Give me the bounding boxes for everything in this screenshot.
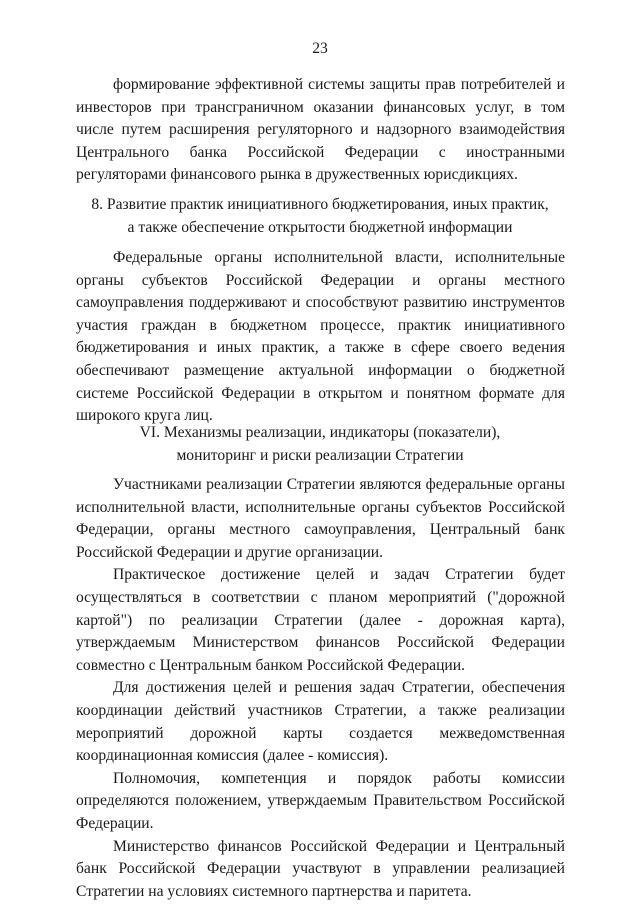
section-8-paragraph: Федеральные органы исполнительной власти, исполнительные органы субъектов Российской Федерации и органы местного самоуправления поддерживают и способствуют развитию инструментов участия граждан в бюджетном процессе, практик инициативного бюджетирования и иных практик, а также в сфере своего ведения обеспечивают размещение актуальной информации о бюджетной системе Российской Федерации в открытом и понятном формате для широкого круга лиц. bbox=[76, 249, 565, 425]
section-6-paragraph-4: Полномочия, компетенция и порядок работы комиссии определяются положением, утверждаемым Правительством Российской Федерации. bbox=[76, 769, 565, 832]
section-6-paragraph-1: Участниками реализации Стратегии являются федеральные органы исполнительной власти, исполнительные органы субъектов Российской Федерации, органы местного самоуправления, Центральный банк Российской Федерации и другие организации. bbox=[76, 476, 565, 561]
section-6-body bbox=[76, 474, 565, 903]
intro-paragraph-block bbox=[76, 74, 565, 187]
section-6-paragraph-2: Практическое достижение целей и задач Стратегии будет осуществляться в соответствии с планом мероприятий ("дорожной картой") по реализации Стратегии (далее - дорожная карта), утверждаемым Министерством финансов Российской Федерации совместно с Центральным банком Российской Федерации. bbox=[76, 566, 565, 674]
section-8-body bbox=[76, 247, 565, 428]
section-8-heading bbox=[60, 194, 580, 239]
page-number: 23 bbox=[312, 40, 328, 57]
section-8-heading-line1: 8. Развитие практик инициативного бюджетирования, иных практик, bbox=[91, 196, 549, 213]
intro-paragraph: формирование эффективной системы защиты прав потребителей и инвесторов при трансграничном оказании финансовых услуг, в том числе путем расширения регуляторного и надзорного взаимодействия Центрального банка Российской Федерации с иностранными регуляторами финансового рынка в дружественных юрисдикциях. bbox=[76, 76, 565, 184]
section-6-heading bbox=[60, 422, 580, 467]
section-6-heading-line2: мониторинг и риски реализации Стратегии bbox=[176, 446, 464, 464]
section-8-heading-line2: а также обеспечение открытости бюджетной информации bbox=[127, 218, 513, 236]
section-6-heading-line1: VI. Механизмы реализации, индикаторы (показатели), bbox=[139, 424, 501, 441]
section-6-paragraph-5: Министерство финансов Российской Федерации и Центральный банк Российской Федерации участвуют в управлении реализацией Стратегии на условиях системного партнерства и паритета. bbox=[76, 837, 565, 900]
section-6-paragraph-3: Для достижения целей и решения задач Стратегии, обеспечения координации действий участников Стратегии, а также реализации мероприятий дорожной карты создается межведомственная координационная комиссия (далее - комиссия). bbox=[76, 679, 565, 765]
